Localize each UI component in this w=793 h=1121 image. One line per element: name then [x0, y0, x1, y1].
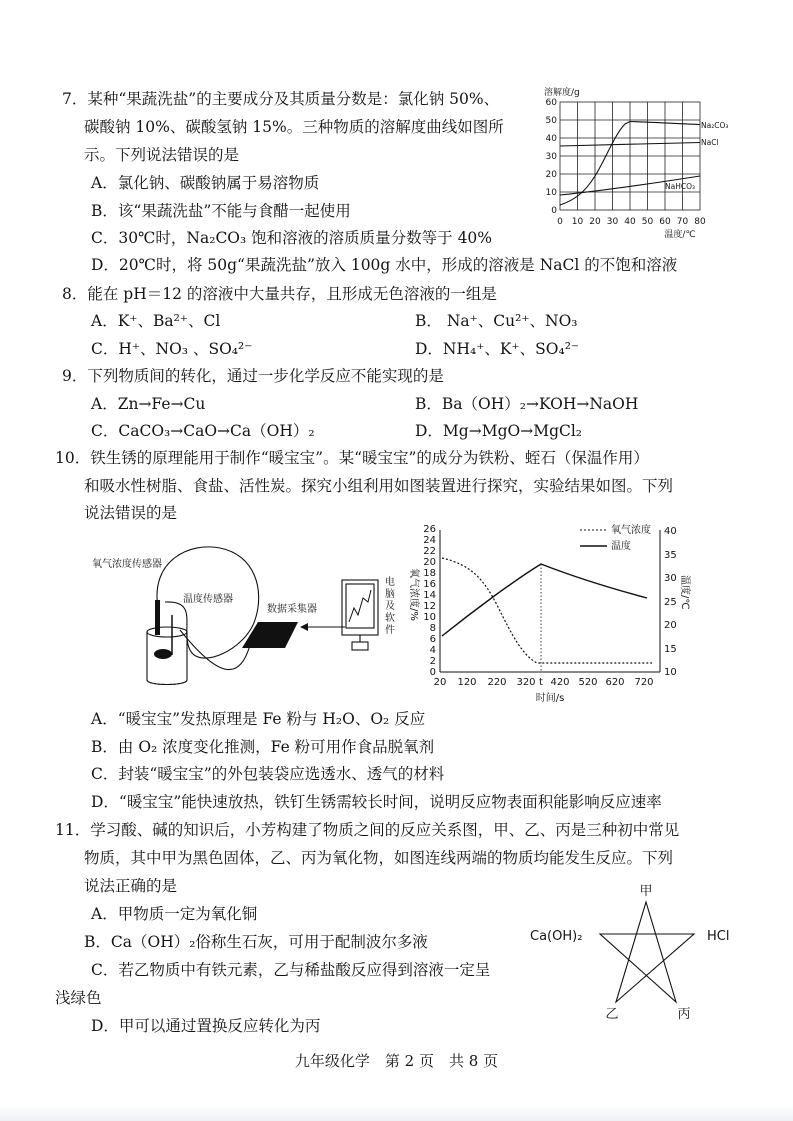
time-xtick: 20 — [433, 677, 447, 688]
solubility-xtick: 20 — [589, 217, 601, 227]
q9-option-b: B．Ba（OH）₂→KOH→NaOH — [415, 395, 639, 413]
node-jia: 甲 — [639, 884, 653, 899]
time-xtick: t — [539, 677, 543, 688]
q11-option-c-line1: C．若乙物质中有铁元素，乙与稀盐酸反应得到溶液一定呈 — [91, 961, 491, 979]
temperature-curve — [442, 564, 647, 636]
solubility-ytick: 30 — [545, 152, 557, 162]
o2-ytick: 24 — [423, 535, 436, 546]
q7-stem-line1: 7．某种“果蔬洗盐”的主要成分及其质量分数是：氯化钠 50%、 — [62, 90, 500, 108]
solubility-xtick: 80 — [694, 217, 706, 227]
time-xtick: 420 — [550, 677, 570, 688]
temp-sensor-label: 温度传感器 — [183, 594, 233, 605]
time-xtick: 220 — [487, 677, 507, 688]
q8-option-b: B． Na⁺、Cu²⁺、NO₃ — [415, 312, 578, 330]
o2-ytick: 12 — [423, 601, 436, 612]
q11-option-a: A．甲物质一定为氧化铜 — [91, 905, 258, 923]
solubility-xtick: 30 — [606, 217, 619, 227]
q8-option-a: A．K⁺、Ba²⁺、Cl — [91, 312, 221, 330]
o2-ytick: 2 — [429, 656, 436, 667]
q7-option-d: D．20℃时，将 50g“果蔬洗盐”放入 100g 水中，形成的溶液是 NaCl 的不饱和溶液 — [91, 256, 678, 274]
o2-ytick: 20 — [423, 557, 436, 568]
q11-stem-line3: 说法正确的是 — [84, 877, 178, 895]
solubility-ytick: 10 — [545, 188, 557, 198]
q11-stem-line1: 11．学习酸、碱的知识后，小芳构建了物质之间的反应关系图，甲、乙、丙是三种初中常见 — [55, 821, 680, 839]
solubility-chart — [530, 84, 729, 249]
solubility-ytick: 20 — [545, 170, 557, 180]
computer-label-4: 软 — [385, 613, 395, 624]
temp-ytick: 25 — [664, 597, 677, 608]
signal-arrowhead — [300, 623, 308, 631]
q7-stem-line3: 示。下列说法错误的是 — [84, 146, 240, 164]
o2-temperature-chart — [402, 520, 712, 710]
solubility-ytick: 0 — [551, 206, 557, 216]
apparatus-diagram — [80, 530, 410, 700]
temp-ytick: 35 — [664, 550, 677, 561]
o2-ytick: 8 — [429, 623, 436, 634]
solubility-xtick: 60 — [659, 217, 671, 227]
temp-ytick: 10 — [664, 667, 677, 678]
q10-option-b: B．由 O₂ 浓度变化推测，Fe 粉可用作食品脱氧剂 — [91, 738, 435, 756]
o2-ylabel: 氧气浓度/% — [408, 568, 419, 621]
o2-ytick: 26 — [423, 524, 436, 535]
temp-ylabel: 温度/℃ — [679, 575, 690, 610]
temp-ytick: 30 — [664, 573, 677, 584]
time-xlabel: 时间/s — [535, 693, 565, 704]
node-bing: 丙 — [677, 1007, 691, 1022]
solubility-xtick: 10 — [571, 217, 584, 227]
time-xtick: 720 — [634, 677, 654, 688]
q7-option-c: C．30℃时，Na₂CO₃ 饱和溶液的溶质质量分数等于 40% — [91, 229, 493, 247]
o2-ytick: 4 — [429, 645, 436, 656]
data-collector — [242, 622, 298, 648]
q9-stem: 9．下列物质间的转化，通过一步化学反应不能实现的是 — [62, 367, 444, 385]
o2-ytick: 10 — [423, 612, 436, 623]
time-xtick: 520 — [578, 677, 598, 688]
q9-option-d: D．Mg→MgO→MgCl₂ — [415, 422, 583, 440]
solubility-ylabel: 溶解度/g — [544, 88, 580, 98]
computer-label-5: 件 — [385, 625, 395, 636]
solubility-xtick: 40 — [624, 217, 636, 227]
q7-option-b: B．该“果蔬洗盐”不能与食醋一起使用 — [91, 202, 351, 220]
nacl-label: NaCl — [701, 138, 719, 147]
na2co3-label: Na₂CO₃ — [701, 121, 729, 130]
legend-temp-label: 温度 — [611, 541, 631, 552]
computer-label-3: 及 — [385, 601, 395, 612]
temp-ytick: 15 — [664, 644, 677, 655]
page-footer: 九年级化学 第 2 页 共 8 页 — [294, 1052, 499, 1070]
collector-label: 数据采集器 — [267, 604, 317, 615]
o2-ytick: 16 — [423, 579, 436, 590]
q10-option-d: D．“暖宝宝”能快速放热，铁钉生锈需较长时间，说明反应物表面积能影响反应速率 — [91, 793, 662, 811]
q8-option-c: C．H⁺、NO₃ 、SO₄²⁻ — [91, 340, 253, 358]
solubility-xtick: 70 — [676, 217, 689, 227]
q8-option-d: D．NH₄⁺、K⁺、SO₄²⁻ — [415, 340, 580, 358]
q11-stem-line2: 物质，其中甲为黑色固体，乙、丙为氧化物，如图连线两端的物质均能发生反应。下列 — [84, 849, 674, 867]
solubility-ytick: 40 — [545, 134, 557, 144]
time-xtick: 320 — [516, 677, 536, 688]
o2-sensor-probe — [155, 600, 160, 635]
o2-ytick: 0 — [429, 667, 436, 678]
q7-option-a: A．氯化钠、碳酸钠属于易溶物质 — [91, 174, 320, 192]
solubility-ytick: 50 — [545, 116, 557, 126]
node-caoh2: Ca(OH)₂ — [530, 929, 583, 944]
solubility-xtick: 50 — [641, 217, 654, 227]
o2-ytick: 14 — [423, 590, 436, 601]
computer-label-2: 脑 — [385, 589, 395, 600]
q10-stem-line3: 说法错误的是 — [84, 504, 178, 522]
legend-o2-label: 氧气浓度 — [611, 525, 651, 536]
temp-ytick: 40 — [664, 526, 677, 537]
q11-option-b: B．Ca（OH）₂俗称生石灰，可用于配制波尔多液 — [84, 933, 428, 951]
q10-stem-line2: 和吸水性树脂、食盐、活性炭。探究小组利用如图装置进行探究，实验结果如图。下列 — [84, 477, 674, 495]
q8-stem: 8．能在 pH＝12 的溶液中大量共存，且形成无色溶液的一组是 — [62, 285, 497, 303]
computer-label-1: 电 — [385, 577, 395, 588]
computer — [342, 580, 378, 650]
solubility-xtick: 0 — [557, 217, 563, 227]
q11-option-c-line2: 浅绿色 — [55, 989, 102, 1007]
o2-ytick: 22 — [423, 546, 436, 557]
o2-ytick: 18 — [423, 568, 436, 579]
nahco3-label: NaHCO₃ — [665, 182, 695, 191]
o2-sensor-label: 氧气浓度传感器 — [92, 559, 162, 570]
q11-option-d: D．甲可以通过置换反应转化为丙 — [91, 1017, 321, 1035]
time-xtick: 620 — [605, 677, 625, 688]
reaction-pentagram — [530, 880, 740, 1030]
node-hcl: HCl — [707, 929, 730, 944]
temp-ytick: 20 — [664, 620, 677, 631]
q7-stem-line2: 碳酸钠 10%、碳酸氢钠 15%。三种物质的溶解度曲线如图所 — [84, 118, 504, 136]
scan-edge-shadow — [0, 1105, 793, 1121]
solubility-xlabel: 温度/℃ — [664, 230, 696, 240]
hand-warmer-sample — [154, 649, 172, 659]
q10-option-a: A．“暖宝宝”发热原理是 Fe 粉与 H₂O、O₂ 反应 — [91, 710, 426, 728]
pentagram-lines — [600, 902, 694, 1002]
q9-option-a: A．Zn→Fe→Cu — [91, 395, 206, 413]
q9-option-c: C．CaCO₃→CaO→Ca（OH）₂ — [91, 422, 315, 440]
o2-ytick: 6 — [429, 634, 436, 645]
time-xtick: 120 — [457, 677, 477, 688]
node-yi: 乙 — [605, 1007, 619, 1022]
solubility-ytick: 60 — [545, 98, 557, 108]
q10-option-c: C．封装“暖宝宝”的外包装袋应选透水、透气的材料 — [91, 765, 445, 783]
q10-stem-line1: 10．铁生锈的原理能用于制作“暖宝宝”。某“暖宝宝”的成分为铁粉、蛭石（保温作用） — [55, 449, 649, 467]
